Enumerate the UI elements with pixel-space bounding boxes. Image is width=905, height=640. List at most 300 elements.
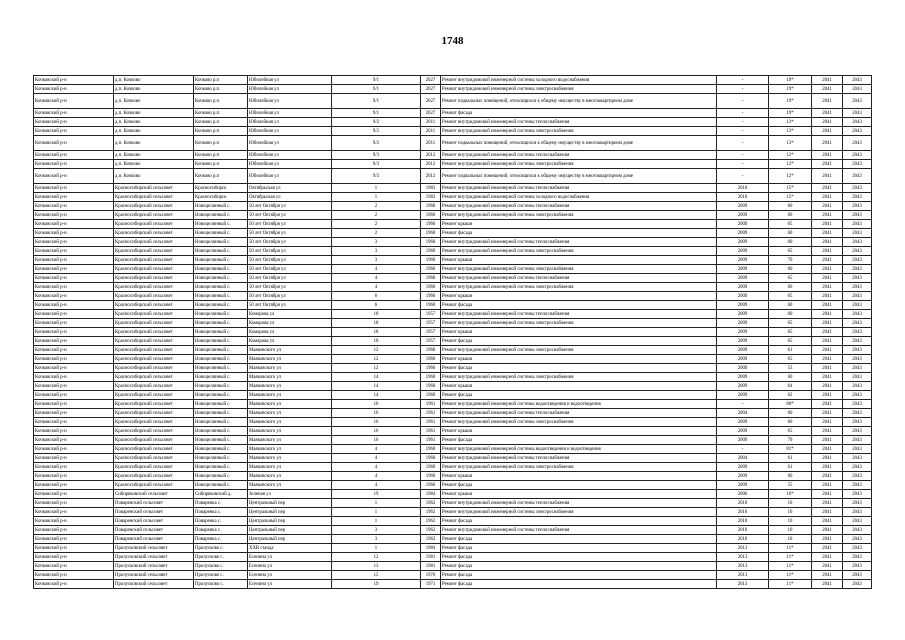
cell-wear: 64 (769, 382, 812, 391)
cell-street: 50 лет Октября ул (248, 229, 332, 238)
cell-last-repair: 2013 (717, 544, 769, 553)
cell-district: Кочковский р-н (34, 76, 114, 85)
cell-district: Кочковский р-н (34, 553, 114, 562)
cell-street: Есенина ул (248, 553, 332, 562)
cell-settlement: Новоцелинный с. (194, 274, 248, 283)
table-row (34, 193, 872, 202)
cell-municipality: д.п. Кочково (114, 160, 194, 169)
cell-plan-end: 2043 (843, 490, 872, 499)
cell-plan-end: 2043 (843, 256, 872, 265)
cell-wear: 65 (769, 247, 812, 256)
cell-municipality: д.п. Кочково (114, 127, 194, 136)
cell-work-type: Ремонт фасада (441, 391, 717, 400)
cell-municipality: д.п. Кочково (114, 169, 194, 184)
cell-plan-start: 2041 (812, 544, 843, 553)
cell-wear: 65 (769, 337, 812, 346)
cell-settlement: Новоцелинный с. (194, 211, 248, 220)
table-row (34, 517, 872, 526)
cell-street: Маяковского ул (248, 400, 332, 409)
cell-last-repair: 2010 (717, 526, 769, 535)
cell-year: 2027 (421, 76, 441, 85)
cell-plan-start: 2041 (812, 463, 843, 472)
cell-municipality: Красносибирский сельсовет (114, 364, 194, 373)
cell-wear: 60 (769, 472, 812, 481)
cell-district: Кочковский р-н (34, 481, 114, 490)
cell-year: 1962 (421, 526, 441, 535)
cell-municipality: д.п. Кочково (114, 76, 194, 85)
cell-street: Юбилейная ул (248, 118, 332, 127)
cell-year: 1960 (421, 229, 441, 238)
cell-street: Маяковского ул (248, 481, 332, 490)
cell-last-repair: 2009 (717, 229, 769, 238)
cell-municipality: д.п. Кочково (114, 118, 194, 127)
cell-street: 50 лет Октября ул (248, 220, 332, 229)
cell-street: Юбилейная ул (248, 151, 332, 160)
cell-last-repair: 2009 (717, 472, 769, 481)
table-row (34, 346, 872, 355)
cell-year: 1960 (421, 256, 441, 265)
cell-plan-end: 2043 (843, 247, 872, 256)
cell-work-type: Ремонт внутридомовой инженерной системы электроснабжения (441, 283, 717, 292)
cell-year: 1957 (421, 337, 441, 346)
cell-plan-start: 2041 (812, 160, 843, 169)
cell-municipality: Пролусковский сельсовет (114, 571, 194, 580)
cell-plan-end: 2043 (843, 202, 872, 211)
cell-district: Кочковский р-н (34, 526, 114, 535)
cell-house: 1 (332, 499, 421, 508)
cell-work-type: Ремонт фасада (441, 571, 717, 580)
cell-settlement: Новоцелинный с. (194, 265, 248, 274)
cell-plan-start: 2041 (812, 427, 843, 436)
cell-plan-start: 2041 (812, 238, 843, 247)
cell-year: 1960 (421, 301, 441, 310)
cell-last-repair: 2010 (717, 184, 769, 193)
cell-district: Кочковский р-н (34, 571, 114, 580)
table-row (34, 409, 872, 418)
cell-year: 1957 (421, 310, 441, 319)
table-row (34, 571, 872, 580)
cell-plan-end: 2043 (843, 94, 872, 109)
cell-work-type: Ремонт внутридомовой инженерной системы теплоснабжения (441, 454, 717, 463)
cell-last-repair: - (717, 400, 769, 409)
cell-settlement: Поваренка с. (194, 535, 248, 544)
cell-year: 1960 (421, 247, 441, 256)
cell-wear: 81* (769, 445, 812, 454)
table-row (34, 535, 872, 544)
cell-house: 1 (332, 184, 421, 193)
cell-settlement: Новоцелинный с. (194, 481, 248, 490)
cell-municipality: Красносибирский сельсовет (114, 247, 194, 256)
cell-plan-end: 2043 (843, 109, 872, 118)
cell-street: Есенина ул (248, 571, 332, 580)
cell-wear: 61 (769, 463, 812, 472)
cell-plan-end: 2043 (843, 265, 872, 274)
cell-plan-end: 2043 (843, 193, 872, 202)
cell-settlement: Кочково р.п (194, 76, 248, 85)
cell-street: Юбилейная ул (248, 136, 332, 151)
cell-street: Комарова ул (248, 310, 332, 319)
cell-settlement: Новоцелинный с. (194, 400, 248, 409)
cell-year: 1960 (421, 238, 441, 247)
cell-district: Кочковский р-н (34, 409, 114, 418)
cell-wear: 53 (769, 364, 812, 373)
cell-municipality: Красносибирский сельсовет (114, 427, 194, 436)
cell-settlement: Новоцелинный с. (194, 319, 248, 328)
cell-district: Кочковский р-н (34, 301, 114, 310)
cell-house: 4 (332, 454, 421, 463)
cell-last-repair: 2009 (717, 247, 769, 256)
cell-year: 2027 (421, 109, 441, 118)
cell-house: 12 (332, 364, 421, 373)
cell-last-repair: - (717, 76, 769, 85)
cell-street: Маяковского ул (248, 472, 332, 481)
cell-house: 16 (332, 409, 421, 418)
cell-plan-end: 2043 (843, 274, 872, 283)
cell-last-repair: 2009 (717, 292, 769, 301)
cell-last-repair: 2009 (717, 355, 769, 364)
table-row (34, 328, 872, 337)
cell-municipality: Поваренский сельсовет (114, 508, 194, 517)
table-row (34, 562, 872, 571)
cell-year: 1960 (421, 274, 441, 283)
cell-settlement: Кочково р.п (194, 85, 248, 94)
table-row (34, 160, 872, 169)
cell-plan-end: 2043 (843, 373, 872, 382)
cell-wear: 11* (769, 544, 812, 553)
cell-street: Маяковского ул (248, 364, 332, 373)
cell-wear: 12* (769, 151, 812, 160)
table-row (34, 184, 872, 193)
cell-district: Кочковский р-н (34, 319, 114, 328)
cell-plan-start: 2041 (812, 184, 843, 193)
cell-house: 9/3 (332, 160, 421, 169)
cell-district: Кочковский р-н (34, 535, 114, 544)
cell-settlement: Новоцелинный с. (194, 355, 248, 364)
cell-street: Октябрьская ул (248, 193, 332, 202)
cell-house: 2 (332, 220, 421, 229)
cell-plan-start: 2041 (812, 337, 843, 346)
cell-plan-end: 2043 (843, 562, 872, 571)
cell-settlement: Новоцелинный с. (194, 391, 248, 400)
cell-settlement: Новоцелинный с. (194, 202, 248, 211)
cell-wear: 65 (769, 319, 812, 328)
cell-district: Кочковский р-н (34, 136, 114, 151)
cell-year: 1962 (421, 517, 441, 526)
cell-year: 1960 (421, 364, 441, 373)
cell-plan-end: 2043 (843, 454, 872, 463)
table-row (34, 127, 872, 136)
table-row (34, 472, 872, 481)
cell-district: Кочковский р-н (34, 580, 114, 589)
cell-plan-start: 2041 (812, 211, 843, 220)
cell-municipality: Красносибирский сельсовет (114, 193, 194, 202)
cell-street: Маяковского ул (248, 382, 332, 391)
cell-plan-start: 2041 (812, 310, 843, 319)
cell-wear: 10 (769, 526, 812, 535)
cell-plan-start: 2041 (812, 220, 843, 229)
cell-settlement: Сибиряковский д. (194, 490, 248, 499)
cell-plan-start: 2041 (812, 445, 843, 454)
cell-year: 1960 (421, 220, 441, 229)
cell-last-repair: - (717, 94, 769, 109)
cell-work-type: Ремонт внутридомовой инженерной системы холодного водоснабжения (441, 193, 717, 202)
cell-house: 2 (332, 229, 421, 238)
cell-plan-end: 2043 (843, 169, 872, 184)
cell-street: 50 лет Октября ул (248, 274, 332, 283)
cell-district: Кочковский р-н (34, 292, 114, 301)
cell-work-type: Ремонт внутридомовой инженерной системы теплоснабжения (441, 526, 717, 535)
cell-district: Кочковский р-н (34, 445, 114, 454)
cell-wear: 19* (769, 94, 812, 109)
cell-plan-start: 2041 (812, 127, 843, 136)
cell-street: Юбилейная ул (248, 109, 332, 118)
cell-house: 9/2 (332, 127, 421, 136)
cell-house: 9/1 (332, 85, 421, 94)
cell-work-type: Ремонт фасада (441, 364, 717, 373)
cell-plan-end: 2043 (843, 517, 872, 526)
cell-work-type: Ремонт внутридомовой инженерной системы электроснабжения (441, 247, 717, 256)
cell-year: 1983 (421, 193, 441, 202)
cell-wear: 15* (769, 193, 812, 202)
cell-street: Маяковского ул (248, 436, 332, 445)
cell-work-type: Ремонт фасада (441, 229, 717, 238)
cell-settlement: Поваренка с. (194, 508, 248, 517)
cell-municipality: Красносибирский сельсовет (114, 256, 194, 265)
cell-district: Кочковский р-н (34, 346, 114, 355)
cell-municipality: Красносибирский сельсовет (114, 220, 194, 229)
cell-wear: 60 (769, 418, 812, 427)
cell-street: Юбилейная ул (248, 85, 332, 94)
cell-municipality: Красносибирский сельсовет (114, 346, 194, 355)
cell-last-repair: 2009 (717, 238, 769, 247)
cell-house: 1 (332, 508, 421, 517)
cell-settlement: Новоцелинный с. (194, 337, 248, 346)
table-row (34, 136, 872, 151)
cell-municipality: Красносибирский сельсовет (114, 229, 194, 238)
cell-year: 2012 (421, 160, 441, 169)
cell-district: Кочковский р-н (34, 274, 114, 283)
cell-year: 1960 (421, 445, 441, 454)
cell-year: 1960 (421, 463, 441, 472)
cell-year: 2011 (421, 127, 441, 136)
table-row (34, 169, 872, 184)
cell-wear: 60 (769, 373, 812, 382)
table-row (34, 274, 872, 283)
cell-year: 1961 (421, 418, 441, 427)
cell-last-repair: 2009 (717, 301, 769, 310)
cell-settlement: Кочково р.п (194, 169, 248, 184)
cell-municipality: Красносибирский сельсовет (114, 337, 194, 346)
cell-municipality: д.п. Кочково (114, 94, 194, 109)
cell-plan-end: 2043 (843, 238, 872, 247)
cell-street: Центральный пер (248, 499, 332, 508)
cell-street: Центральный пер (248, 517, 332, 526)
cell-plan-start: 2041 (812, 373, 843, 382)
cell-work-type: Ремонт крыши (441, 490, 717, 499)
cell-last-repair: 2009 (717, 373, 769, 382)
cell-settlement: Пролусково с. (194, 553, 248, 562)
cell-year: 1983 (421, 184, 441, 193)
cell-year: 2027 (421, 94, 441, 109)
cell-settlement: Новоцелинный с. (194, 283, 248, 292)
cell-house: 4 (332, 274, 421, 283)
cell-wear: 65 (769, 427, 812, 436)
cell-house: 14 (332, 391, 421, 400)
table-row (34, 445, 872, 454)
table-row (34, 211, 872, 220)
cell-street: Маяковского ул (248, 463, 332, 472)
cell-work-type: Ремонт внутридомовой инженерной системы теплоснабжения (441, 499, 717, 508)
cell-last-repair: 2009 (717, 427, 769, 436)
cell-year: 2011 (421, 118, 441, 127)
cell-last-repair: 2013 (717, 571, 769, 580)
cell-settlement: Пролусково с. (194, 580, 248, 589)
cell-work-type: Ремонт внутридомовой инженерной системы электроснабжения (441, 346, 717, 355)
table-row (34, 301, 872, 310)
cell-house: 3 (332, 247, 421, 256)
cell-year: 1960 (421, 481, 441, 490)
cell-house: 6 (332, 292, 421, 301)
cell-plan-end: 2043 (843, 553, 872, 562)
cell-municipality: Поваренский сельсовет (114, 517, 194, 526)
cell-settlement: Новоцелинный с. (194, 247, 248, 256)
cell-house: 4 (332, 265, 421, 274)
cell-settlement: Новоцелинный с. (194, 463, 248, 472)
cell-last-repair: 2004 (717, 454, 769, 463)
cell-street: Маяковского ул (248, 427, 332, 436)
table-row (34, 85, 872, 94)
cell-district: Кочковский р-н (34, 373, 114, 382)
cell-plan-end: 2043 (843, 463, 872, 472)
cell-last-repair: 2010 (717, 508, 769, 517)
cell-plan-start: 2041 (812, 436, 843, 445)
cell-last-repair: 2010 (717, 517, 769, 526)
cell-municipality: Красносибирский сельсовет (114, 373, 194, 382)
cell-district: Кочковский р-н (34, 238, 114, 247)
table-row (34, 553, 872, 562)
cell-settlement: Кочково р.п (194, 136, 248, 151)
cell-last-repair: 2009 (717, 391, 769, 400)
cell-last-repair: 2009 (717, 481, 769, 490)
cell-work-type: Ремонт внутридомовой инженерной системы электроснабжения (441, 127, 717, 136)
cell-wear: 60 (769, 229, 812, 238)
cell-plan-start: 2041 (812, 571, 843, 580)
cell-house: 19 (332, 580, 421, 589)
cell-district: Кочковский р-н (34, 490, 114, 499)
cell-wear: 10 (769, 517, 812, 526)
cell-settlement: Новоцелинный с. (194, 220, 248, 229)
cell-street: Юбилейная ул (248, 169, 332, 184)
table-row (34, 247, 872, 256)
cell-year: 1960 (421, 211, 441, 220)
table-row (34, 94, 872, 109)
cell-plan-start: 2041 (812, 274, 843, 283)
cell-district: Кочковский р-н (34, 202, 114, 211)
cell-street: Есенина ул (248, 580, 332, 589)
cell-work-type: Ремонт внутридомовой инженерной системы теплоснабжения (441, 238, 717, 247)
cell-municipality: Красносибирский сельсовет (114, 301, 194, 310)
cell-house: 6 (332, 301, 421, 310)
cell-year: 2012 (421, 169, 441, 184)
cell-house: 9/2 (332, 136, 421, 151)
cell-plan-end: 2043 (843, 283, 872, 292)
cell-municipality: Красносибирский сельсовет (114, 418, 194, 427)
table-row (34, 265, 872, 274)
cell-year: 1960 (421, 292, 441, 301)
cell-municipality: Сибиряковский сельсовет (114, 490, 194, 499)
cell-plan-end: 2043 (843, 526, 872, 535)
cell-work-type: Ремонт внутридомовой инженерной системы холодного водоснабжения (441, 76, 717, 85)
cell-district: Кочковский р-н (34, 436, 114, 445)
cell-settlement: Кочково р.п (194, 151, 248, 160)
table-row (34, 319, 872, 328)
cell-district: Кочковский р-н (34, 355, 114, 364)
cell-municipality: Красносибирский сельсовет (114, 355, 194, 364)
cell-settlement: Красносибирск (194, 193, 248, 202)
cell-plan-end: 2043 (843, 151, 872, 160)
cell-wear: 11* (769, 553, 812, 562)
cell-municipality: Поваренский сельсовет (114, 499, 194, 508)
cell-plan-end: 2043 (843, 436, 872, 445)
cell-plan-end: 2043 (843, 85, 872, 94)
table-row (34, 400, 872, 409)
cell-house: 19 (332, 490, 421, 499)
cell-house: 9/1 (332, 76, 421, 85)
cell-last-repair: 2013 (717, 553, 769, 562)
cell-settlement: Поваренка с. (194, 517, 248, 526)
cell-plan-start: 2041 (812, 265, 843, 274)
cell-wear: 10 (769, 508, 812, 517)
cell-house: 2 (332, 211, 421, 220)
cell-municipality: Пролусковский сельсовет (114, 580, 194, 589)
cell-work-type: Ремонт внутридомовой инженерной системы электроснабжения (441, 265, 717, 274)
cell-wear: 65 (769, 328, 812, 337)
cell-work-type: Ремонт фасада (441, 544, 717, 553)
cell-last-repair: 2009 (717, 436, 769, 445)
cell-street: Есенина ул (248, 562, 332, 571)
cell-wear: 19* (769, 109, 812, 118)
cell-last-repair: 2009 (717, 319, 769, 328)
cell-wear: 60 (769, 310, 812, 319)
cell-district: Кочковский р-н (34, 544, 114, 553)
cell-wear: 61 (769, 346, 812, 355)
cell-last-repair: 2009 (717, 382, 769, 391)
cell-plan-start: 2041 (812, 580, 843, 589)
cell-district: Кочковский р-н (34, 265, 114, 274)
cell-last-repair: - (717, 151, 769, 160)
cell-plan-start: 2041 (812, 229, 843, 238)
cell-district: Кочковский р-н (34, 517, 114, 526)
cell-last-repair: - (717, 109, 769, 118)
cell-last-repair: 2009 (717, 274, 769, 283)
cell-district: Кочковский р-н (34, 454, 114, 463)
cell-district: Кочковский р-н (34, 109, 114, 118)
cell-street: Юбилейная ул (248, 127, 332, 136)
cell-house: 16 (332, 400, 421, 409)
cell-year: 2012 (421, 151, 441, 160)
cell-district: Кочковский р-н (34, 427, 114, 436)
cell-settlement: Кочково р.п (194, 127, 248, 136)
cell-house: 15 (332, 571, 421, 580)
cell-wear: 60 (769, 301, 812, 310)
cell-last-repair: 2009 (717, 364, 769, 373)
cell-wear: 62 (769, 391, 812, 400)
cell-district: Кочковский р-н (34, 472, 114, 481)
cell-plan-end: 2043 (843, 571, 872, 580)
cell-wear: 70 (769, 436, 812, 445)
cell-year: 2011 (421, 136, 441, 151)
cell-plan-start: 2041 (812, 454, 843, 463)
